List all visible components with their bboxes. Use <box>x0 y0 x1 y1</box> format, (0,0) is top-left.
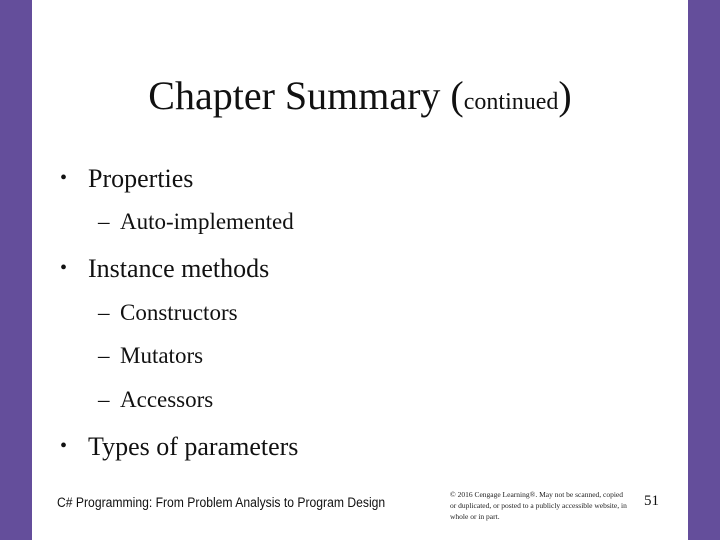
dash-mark: – <box>98 209 110 234</box>
bullet-text: Mutators <box>120 343 204 368</box>
sub-bullet-item <box>98 342 203 370</box>
bullet-text: Properties <box>88 164 194 193</box>
bullet-text: Types of parameters <box>88 432 299 461</box>
dash-mark: – <box>98 343 110 368</box>
bullet-mark: • <box>60 435 68 457</box>
footer-book-title: C# Programming: From Problem Analysis to Program Design <box>57 495 386 510</box>
bullet-item <box>60 430 298 463</box>
title-continued: continued <box>463 89 559 115</box>
bullet-text: Instance methods <box>88 254 270 283</box>
title-close: ) <box>558 73 572 118</box>
sub-bullet-item <box>98 386 213 414</box>
sub-bullet-item <box>98 299 238 327</box>
sub-bullet-item <box>98 208 294 236</box>
bullet-mark: • <box>60 167 68 189</box>
bullet-text: Constructors <box>120 300 238 325</box>
bullet-item <box>60 162 193 195</box>
footer-copyright: © 2016 Cengage Learning®. May not be scanned, copied or duplicated, or posted to a publicly accessible website, in whole or in part. <box>450 490 627 521</box>
bullet-text: Auto-implemented <box>120 209 294 234</box>
dash-mark: – <box>98 300 110 325</box>
bullet-mark: • <box>60 257 68 279</box>
dash-mark: – <box>98 387 110 412</box>
bullet-item <box>60 252 269 285</box>
bullet-text: Accessors <box>120 387 214 412</box>
title-main: Chapter Summary ( <box>148 73 464 118</box>
page-number: 51 <box>644 493 659 509</box>
